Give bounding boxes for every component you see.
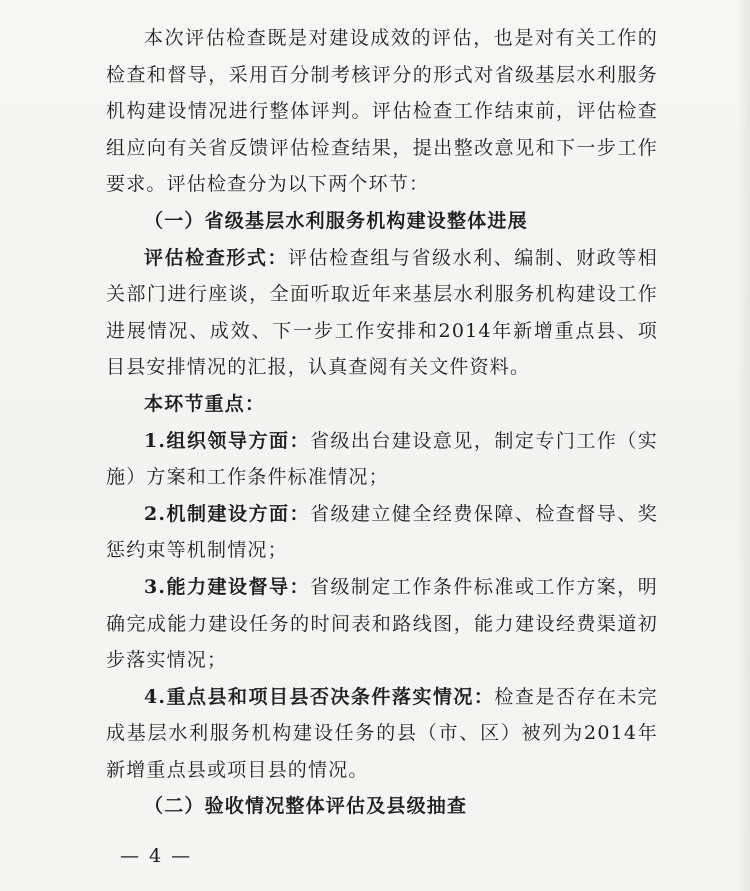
section-heading-1 [106,203,658,240]
point-3-lead: 3.能力建设督导： [144,575,310,598]
point-2-lead: 2.机制建设方面： [144,502,310,525]
point-4-text: 检查是否存在未完成基层水利服务机构建设任务的县（市、区）被列为2014年新增重点县或项目县的情况。 [106,685,659,781]
intro-text: 本次评估检查既是对建设成效的评估，也是对有关工作的检查和督导，采用百分制考核评分的形式对省级基层水利服务机构建设情况进行整体评判。评估检查工作结束前，评估检查组应向有关省反馈评估检查结果，提出整改意见和下一步工作要求。评估检查分为以下两个环节： [106,27,658,196]
page-edge-shadow [736,0,750,891]
point-4-lead: 4.重点县和项目县否决条件落实情况： [144,685,495,708]
point-3-text: 省级制定工作条件标准或工作方案，明确完成能力建设任务的时间表和路线图，能力建设经费渠道初步落实情况； [106,575,658,672]
point-2-text: 省级建立健全经费保障、检查督导、奖惩约束等机制情况； [106,502,658,562]
key-points-paragraph [106,386,658,423]
page-number: — 4 — [120,845,193,867]
point-1-lead: 1.组织领导方面： [144,429,310,452]
point-4-paragraph [106,679,658,789]
inspection-form-paragraph [106,240,658,386]
point-2-paragraph [106,496,658,569]
inspection-form-text: 评估检查组与省级水利、编制、财政等相关部门进行座谈，全面听取近年来基层水利服务机构建设工作进展情况、成效、下一步工作安排和2014年新增重点县、项目县安排情况的汇报，认真查阅有关文件资料。 [106,246,658,379]
section-heading-1-text: （一）省级基层水利服务机构建设整体进展 [144,209,528,232]
point-3-paragraph [106,569,658,679]
point-1-paragraph [106,423,658,496]
key-points-lead: 本环节重点： [144,392,266,415]
document-body [106,20,658,825]
inspection-form-lead: 评估检查形式： [144,246,289,269]
point-1-text: 省级出台建设意见，制定专门工作（实施）方案和工作条件标准情况； [106,429,658,489]
intro-paragraph [106,20,658,203]
section-heading-2-text: （二）验收情况整体评估及县级抽查 [144,795,468,818]
section-heading-2 [106,788,658,825]
